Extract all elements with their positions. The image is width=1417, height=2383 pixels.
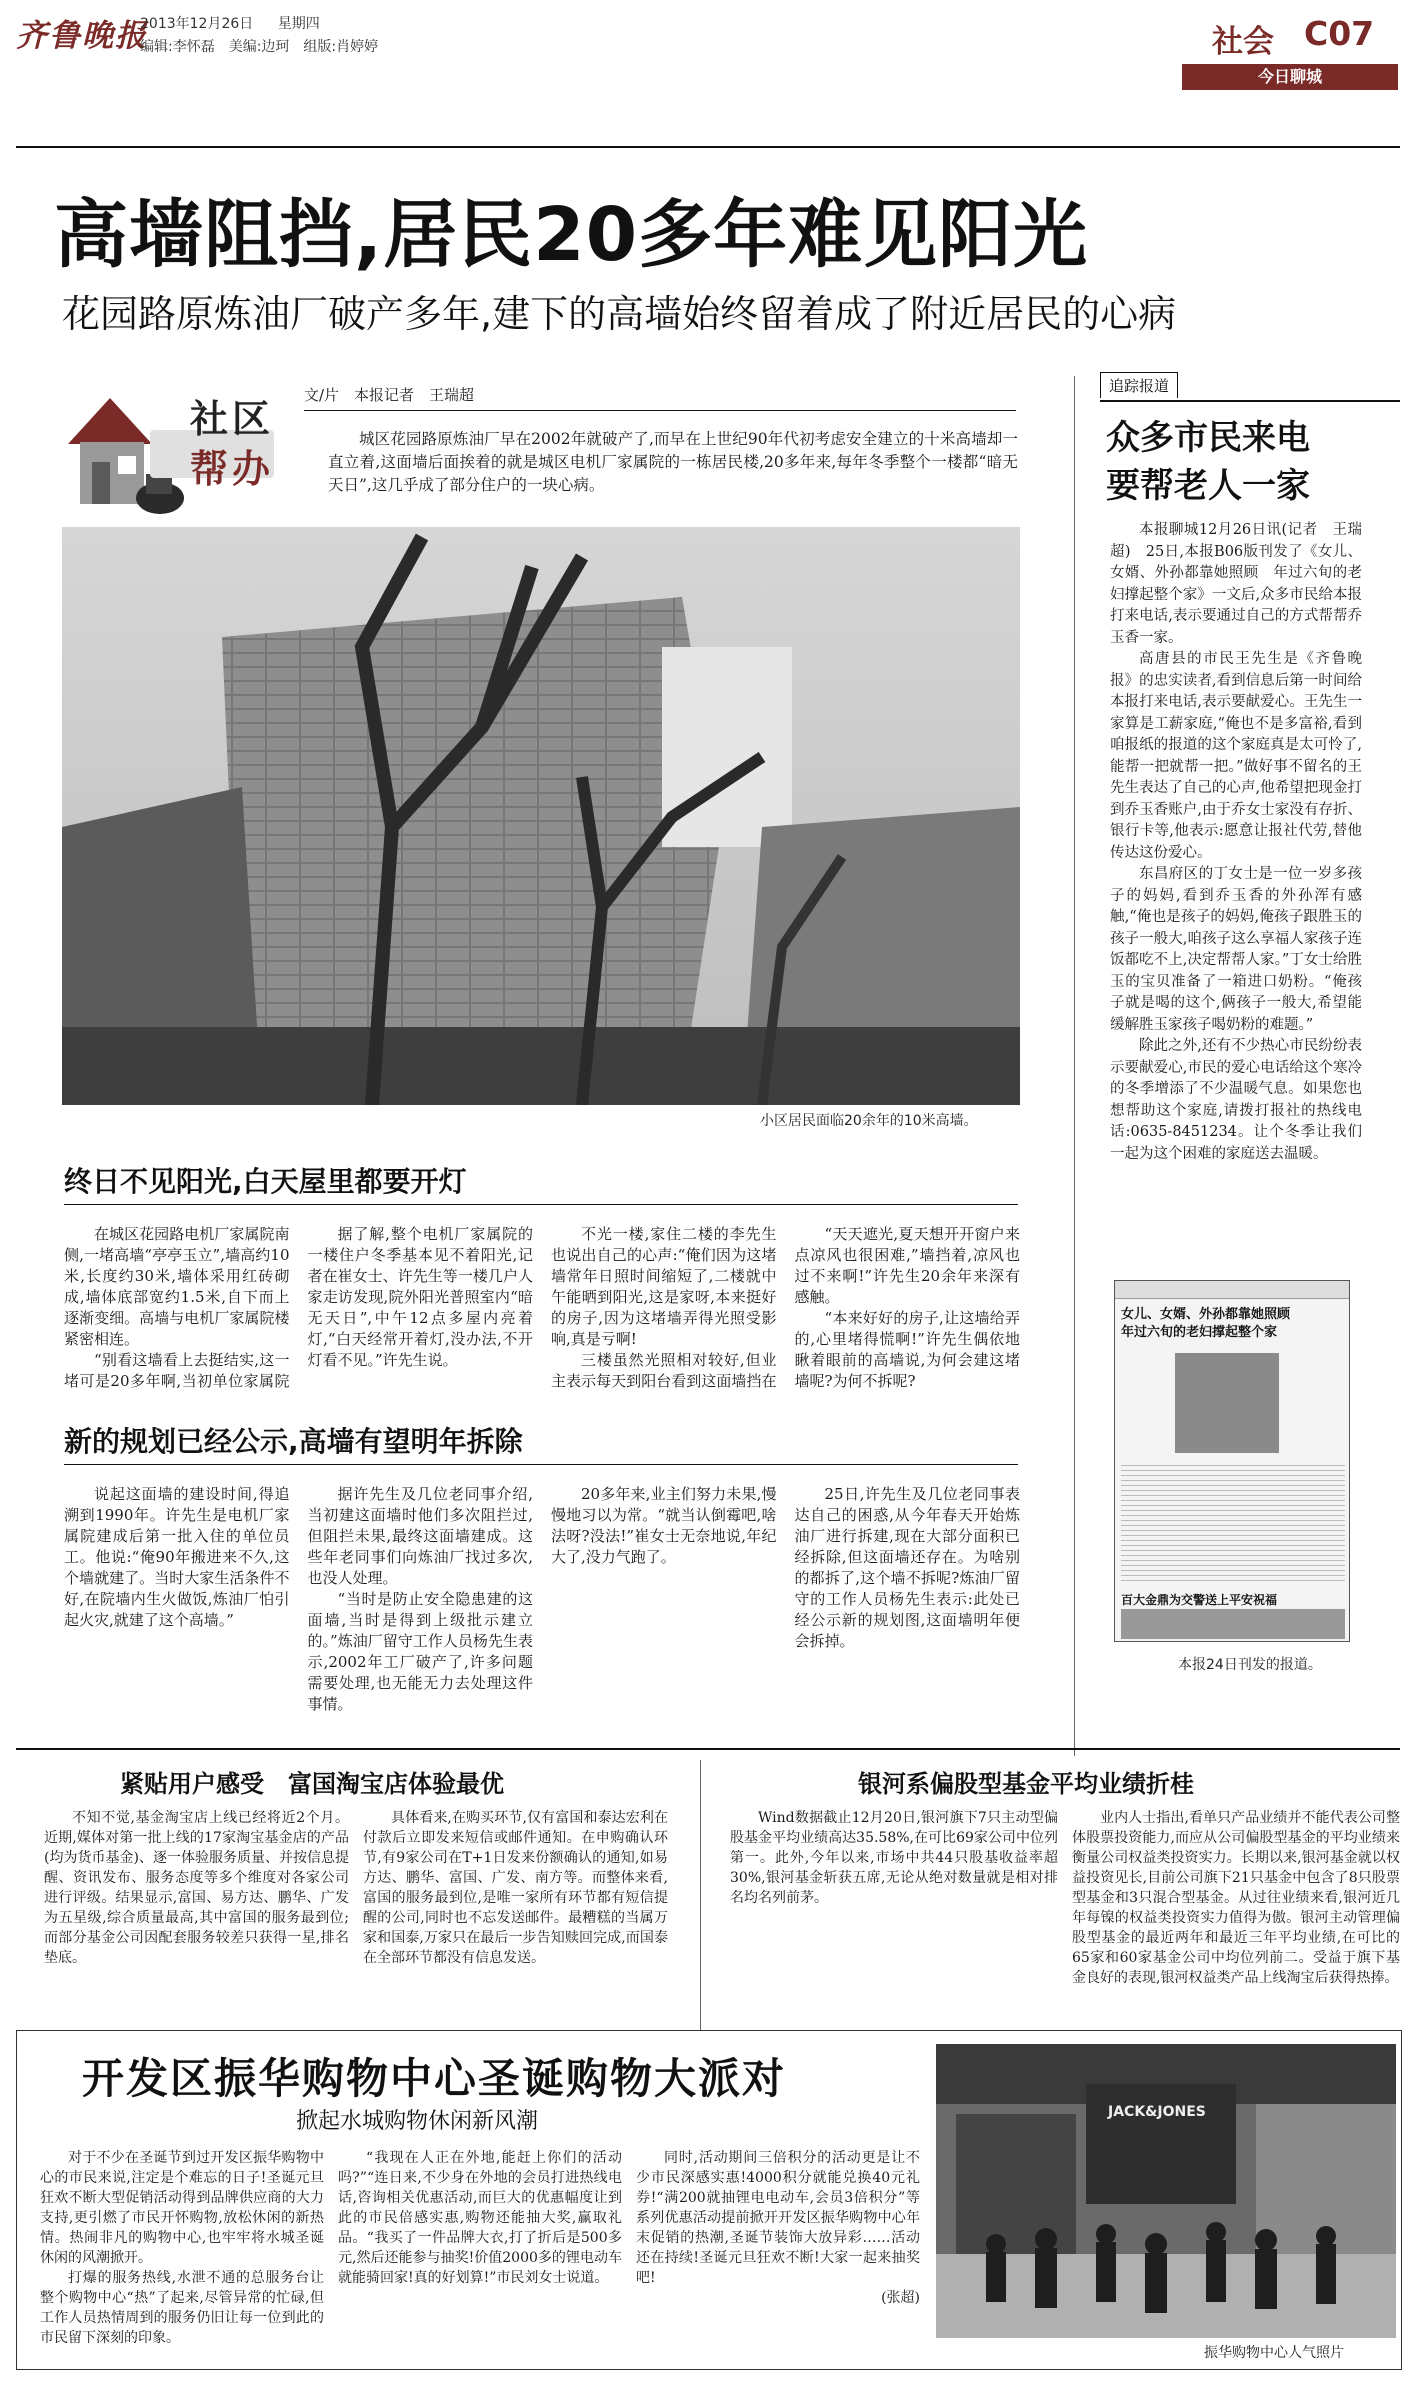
ad2-para: Wind数据截止12月20日,银河旗下7只主动型偏股基金平均业绩高达35.58%,在可比69家公司中位列第一。此外,今年以来,市场中共44只股基收益率超30%,银河基金斩获五席,无论从绝对数量就是相对排名均名列前茅。	[730, 1810, 1058, 1906]
ad1-title: 紧贴用户感受 富国淘宝店体验最优	[120, 1770, 504, 1798]
wall-photo	[62, 527, 1020, 1105]
section2-para: 据许先生及几位老同事介绍,当初建这面墙时他们多次阻拦过,但阻拦未果,最终这面墙建成。这些年老同事们向炼油厂找过多次,也没人处理。	[307, 1485, 533, 1587]
section1-col2	[308, 1224, 534, 1394]
sidebar-title-line1: 众多市民来电	[1106, 418, 1310, 458]
wall-photo-caption: 小区居民面临20余年的10米高墙。	[760, 1113, 978, 1129]
section1-para: 在城区花园路电机厂家属院南侧,一堵高墙“亭亭玉立”,墙高约10米,长度约30米,墙体采用红砖砌成,墙体底部宽约1.5米,自下而上逐渐变细。高墙与电机厂家属院楼紧密相连。	[64, 1225, 290, 1348]
thumbnail-caption: 本报24日刊发的报道。	[1178, 1657, 1322, 1673]
edition-name: 今日聊城	[1257, 67, 1322, 86]
section2-text	[64, 1484, 1020, 1714]
ads-top-rule	[16, 1748, 1400, 1750]
ad3-para: 打爆的服务热线,水泄不通的总服务台让整个购物中心“热”了起来,尽管异常的忙碌,但工作人员热情周到的服务仍旧让每一位到此的市民留下深刻的印象。	[40, 2270, 324, 2346]
sidebar-title	[1106, 414, 1310, 510]
section1-para: 据了解,整个电机厂家属院的一楼住户冬季基本见不着阳光,记者在崔女士、许先生等一楼几户人家走访发现,院外阳光普照室内“暗无天日”,中午12点多屋内亮着灯,“白天经常开着灯,没办法,不开灯看不见。”许先生说。	[307, 1225, 533, 1369]
section2-col4	[795, 1484, 1021, 1714]
mall-photo	[936, 2044, 1396, 2338]
section2-col1	[64, 1484, 290, 1714]
section1-col1	[64, 1224, 290, 1394]
thumb-masthead-bar	[1115, 1281, 1350, 1299]
section2-para: 25日,许先生及几位老同事表达自己的困惑,从今年春天开始炼油厂进行拆建,现在大部分面积已经拆除,但这面墙还存在。为啥别的都拆了,这个墙不拆呢?炼油厂留守的工作人员杨先生表示:此处已经公示新的规划图,这面墙明年便会拆掉。	[794, 1485, 1020, 1650]
sidebar-title-line2: 要帮老人一家	[1106, 466, 1310, 506]
sidebar-tag-label: 追踪报道	[1100, 372, 1178, 398]
masthead-rule	[16, 146, 1400, 148]
subhead-no-sunlight: 终日不见阳光,白天屋里都要开灯	[64, 1165, 467, 1198]
section1-para: “天天遮光,夏天想开开窗户来点凉风也很困难,”墙挡着,凉风也过不来啊!”许先生20余年来深有感触。	[794, 1225, 1020, 1306]
lead-headline: 高墙阻挡,居民20多年难见阳光	[54, 192, 1089, 278]
section1-para: 三楼虽然光照相对较好,但业主表示每天到阳台看到这面墙挡在	[551, 1351, 777, 1390]
ad1-para: 具体看来,在购买环节,仅有富国和泰达宏利在付款后立即发来短信或邮件通知。在申购确认环节,有9家公司在T+1日发来份额确认的通知,如易方达、鹏华、富国、广发、南方等。而整体来看,富国的服务最到位,是唯一家所有环节都有短信提醒的公司,同时也不忘发送邮件。最糟糕的当属万家和国泰,万家只在最后一步告知赎回完成,而国泰在全部环节都没有信息发送。	[363, 1810, 668, 1966]
sidebar-divider	[1074, 376, 1075, 1756]
ad3-para: “我现在人正在外地,能赶上你们的活动吗?”“连日来,不少身在外地的会员打进热线电话,咨询相关优惠活动,而巨大的优惠幅度让到此的市民倍感实惠,购物还能抽大奖,赢取礼品。“我买了一件品牌大衣,打了折后是500多元,然后还能参与抽奖!价值2000多的锂电动车就能骑回家!真的好划算!”市民刘女士说道。	[338, 2150, 622, 2286]
issue-weekday: 星期四	[277, 16, 320, 32]
byline-rule	[304, 410, 1016, 411]
section1-para: “本来好好的房子,让这墙给弄的,心里堵得慌啊!”许先生偶依地瞅着眼前的高墙说,为何会建这堵墙呢?为何不拆呢?	[794, 1309, 1020, 1390]
subhead1-rule	[64, 1204, 1018, 1205]
section1-col4	[795, 1224, 1021, 1394]
ads-divider	[700, 1760, 701, 2030]
sidebar-para: 东昌府区的丁女士是一位一岁多孩子的妈妈,看到乔玉香的外孙浑有感触,“俺也是孩子的妈妈,俺孩子跟胜玉的孩子一般大,咱孩子这么享福人家孩子连饭都吃不上,决定帮帮人家。”丁女士给胜玉的宝贝准备了一箱进口奶粉。“俺孩子就是喝的这个,俩孩子一般大,希望能缓解胜玉家孩子喝奶粉的难题。”	[1110, 866, 1362, 1033]
section1-para: “别看这墙看上去挺结实,这一堵可是20多年啊,当初单位家属院	[64, 1351, 290, 1390]
ad2-title: 银河系偏股型基金平均业绩折桂	[858, 1770, 1194, 1798]
mall-store-sign: JACK&JONES	[1108, 2104, 1206, 2120]
ad3-subtitle: 掀起水城购物休闲新风潮	[296, 2109, 539, 2134]
thumb-headline-small: 女儿、女婿、外孙都靠她照顾	[1121, 1307, 1291, 1322]
ad2-col	[730, 1808, 1058, 2024]
ad1-text	[44, 1808, 668, 2024]
ad1-col	[44, 1808, 349, 2024]
section1-col3	[551, 1224, 777, 1394]
subhead2-rule	[64, 1464, 1018, 1465]
paper-logo: 齐鲁晚报	[16, 18, 148, 54]
thumb-foot-headline: 百大金鼎为交警送上平安祝福	[1121, 1593, 1278, 1607]
section-name: 社会	[1212, 24, 1274, 60]
column-logo-bottom: 帮办	[190, 447, 275, 491]
ad1-para: 不知不觉,基金淘宝店上线已经将近2个月。近期,媒体对第一批上线的17家淘宝基金店的产品(均为货币基金)、逐一体验服务质量、并按信息提醒、资讯发布、服务态度等多个维度对各家公司进行评级。结果显示,富国、易方达、鹏华、广发为五星级,综合质量最高,其中富国的服务最到位;而部分基金公司因配套服务较差只获得一星,排名垫底。	[44, 1810, 349, 1966]
thumb-text-block	[1121, 1461, 1345, 1581]
previous-report-thumbnail	[1114, 1280, 1350, 1642]
section2-para: “当时是防止安全隐患建的这面墙,当时是得到上级批示建立的。”炼油厂留守工作人员杨先生表示,2002年工厂破产了,许多问题需要处理,也无能无力去处理这件事情。	[307, 1590, 533, 1713]
section2-col2	[308, 1484, 534, 1714]
ad2-col	[1072, 1808, 1400, 2024]
ad3-col	[636, 2148, 920, 2364]
byline: 文/片 本报记者 王瑞超	[304, 386, 475, 404]
edition-bar	[1182, 64, 1398, 90]
sidebar-para: 除此之外,还有不少热心市民纷纷表示要献爱心,市民的爱心电话给这个寒冷的冬季增添了不少温暖气息。如果您也想帮助这个家庭,请拨打报社的热线电话:0635-8451234。让个冬季让我们一起为这个困难的家庭送去温暖。	[1110, 1038, 1362, 1162]
masthead	[0, 0, 1417, 100]
section2-para: 20多年来,业主们努力未果,慢慢地习以为常。“就当认倒霉吧,啥法呀?没法!”崔女士无奈地说,年纪大了,没力气跑了。	[551, 1485, 777, 1566]
section1-text	[64, 1224, 1020, 1394]
subhead-new-plan: 新的规划已经公示,高墙有望明年拆除	[64, 1425, 523, 1458]
section2-col3	[551, 1484, 777, 1714]
lead-intro: 城区花园路原炼油厂早在2002年就破产了,而早在上世纪90年代初考虑安全建立的十米高墙却一直立着,这面墙后面挨着的就是城区电机厂家属院的一栋居民楼,20多年来,每年冬季整个一楼都“暗无天日”,这几乎成了部分住户的一块心病。	[328, 430, 1018, 494]
ad2-text	[730, 1808, 1400, 2024]
editor-credits: 编辑:李怀磊 美编:边珂 组版:肖婷婷	[140, 39, 379, 55]
ad2-para: 业内人士指出,看单只产品业绩并不能代表公司整体股票投资能力,而应从公司偏股型基金的平均业绩来衡量公司权益类投资实力。长期以来,银河基金就以权益投资见长,目前公司旗下21只基金中包含了8只股票型基金和3只混合型基金。从过往业绩来看,银河近几年每镍的权益类投资实力值得为傲。银河主动管理偏股型基金的最近两年和最近三年平均业绩,在可比的65家和60家基金公司中均位列前二。受益于旗下基金良好的表现,银河权益类产品上线淘宝后获得热捧。	[1072, 1810, 1400, 1986]
ad3-col	[40, 2148, 324, 2364]
sidebar-tag	[1100, 372, 1400, 402]
ad3-para: 对于不少在圣诞节到过开发区振华购物中心的市民来说,注定是个难忘的日子!圣诞元旦狂欢不断大型促销活动得到品牌供应商的大力支持,更引燃了市民开怀购物,放松休闲的新热情。热闹非凡的购物中心,也牢牢将水城圣诞休闲的风潮掀开。	[40, 2150, 324, 2266]
ad3-para: 同时,活动期间三倍积分的活动更是让不少市民深感实惠!4000积分就能兑换40元礼券!“满200就抽锂电电动车,会员3倍积分”等系列优惠活动提前掀开开发区振华购物中心年末促销的热潮,圣诞节装饰大放异彩……活动还在持续!圣诞元旦狂欢不断!大家一起来抽奖吧!	[636, 2150, 920, 2286]
ad3-title: 开发区振华购物中心圣诞购物大派对	[82, 2054, 787, 2103]
sidebar-para: 高唐县的市民王先生是《齐鲁晚报》的忠实读者,看到信息后第一时间给本报打来电话,表示要献爱心。王先生一家算是工薪家庭,“俺也不是多富裕,看到咱报纸的报道的这个家庭真是太可怜了,能帮一把就帮一把。”做好事不留名的王先生表达了自己的心声,他希望把现金打到乔玉香账户,由于乔女士家没有存折、银行卡等,他表示:愿意让报社代劳,替他传达这份爱心。	[1110, 651, 1362, 861]
page-number: C07	[1304, 14, 1375, 53]
ad3-col	[338, 2148, 622, 2364]
column-logo	[62, 376, 278, 518]
sidebar-body	[1110, 520, 1362, 1270]
sidebar-para: 本报聊城12月26日讯(记者 王瑞超) 25日,本报B06版刊发了《女儿、女婿、外孙都靠她照顾 年过六旬的老妇撑起整个家》一文后,众多市民给本报打来电话,表示要通过自己的方式帮帮乔玉香一家。	[1110, 522, 1362, 646]
issue-date: 2013年12月26日	[140, 16, 254, 32]
mall-photo-caption: 振华购物中心人气照片	[1204, 2345, 1344, 2361]
ad1-col	[363, 1808, 668, 2024]
section2-para: 说起这面墙的建设时间,得追溯到1990年。许先生是电机厂家属院建成后第一批入住的单位员工。他说:“俺90年搬进来不久,这个墙就建了。当时大家生活条件不好,在院墙内生火做饭,炼油厂怕引起火灾,就建了这个高墙。”	[64, 1485, 290, 1629]
thumb-headline-big: 年过六旬的老妇撑起整个家	[1121, 1325, 1278, 1340]
section1-para: 不光一楼,家住二楼的李先生也说出自己的心声:“俺们因为这堵墙常年日照时间缩短了,二楼就中午能晒到阳光,这是家呀,本来挺好的房子,因为这堵墙弄得光照受影响,真是亏啊!	[551, 1225, 777, 1348]
lead-subheadline: 花园路原炼油厂破产多年,建下的高墙始终留着成了附近居民的心病	[62, 292, 1177, 336]
thumb-photo	[1175, 1353, 1279, 1453]
thumb-foot-photo	[1121, 1609, 1345, 1639]
ad3-author: (张超)	[881, 2290, 920, 2306]
issue-date-line	[140, 13, 320, 33]
column-logo-top: 社区	[190, 397, 275, 441]
ad3-text	[40, 2148, 920, 2364]
